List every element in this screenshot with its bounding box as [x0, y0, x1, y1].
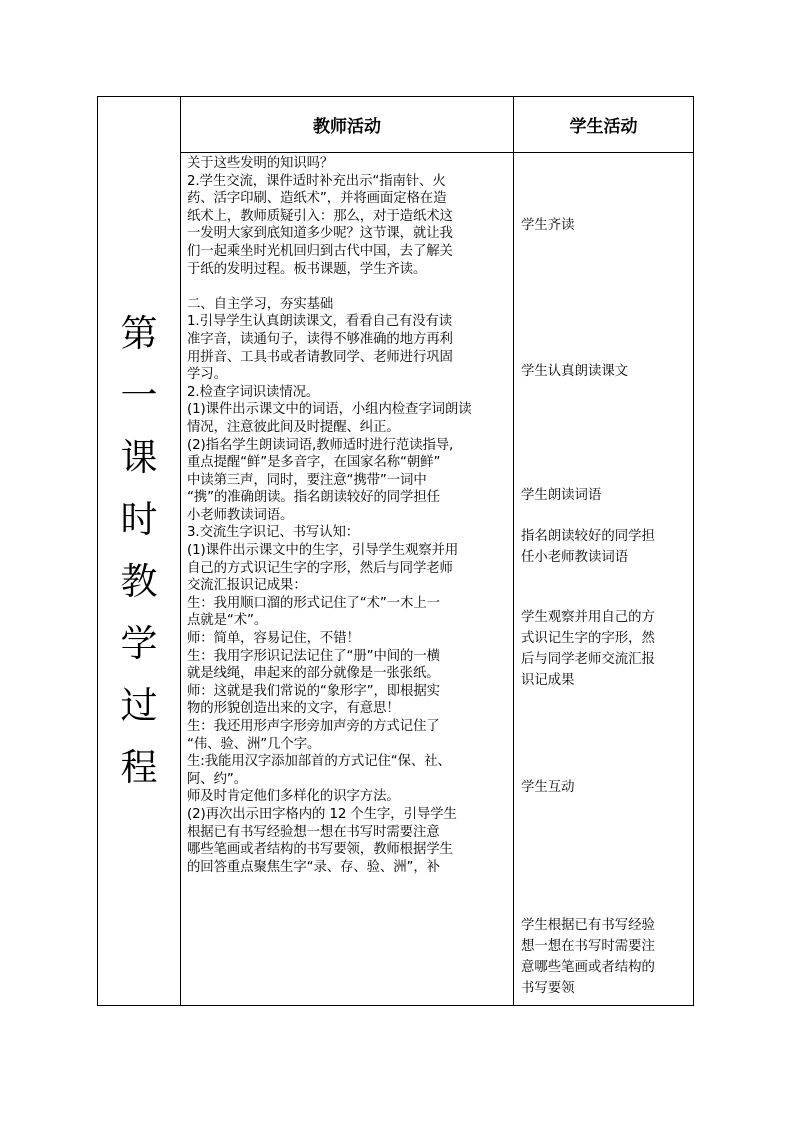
student-activity-block: [521, 915, 689, 999]
side-label-char: 教: [120, 560, 158, 603]
teacher-line: 用拼音、工具书或者请教同学、老师进行巩固: [187, 349, 453, 365]
teacher-line: 交流汇报识记成果：: [187, 578, 307, 594]
teacher-line: 生：我用字形识记法记住了“册”中间的一横: [187, 648, 440, 664]
side-label-char: 一: [120, 374, 158, 417]
teacher-line: 药、活字印刷、造纸术”，并将画面定格在造: [187, 191, 447, 207]
teacher-line: 3.交流生字识记、书写认知：: [187, 525, 360, 541]
student-line: 学生齐读: [521, 218, 575, 233]
teacher-line: 关于这些发明的知识吗？: [187, 156, 334, 171]
teacher-line: 师及时肯定他们多样化的识字方法。: [187, 789, 400, 805]
teacher-line: (2)再次出示田字格内的 12 个生字，引导学生: [187, 806, 457, 822]
column-divider-side: [180, 97, 181, 1005]
student-activity-block: [521, 607, 689, 691]
student-line: 学生根据已有书写经验: [521, 918, 655, 933]
teacher-line: 一发明大家到底知道多少呢？这节课，就让我: [187, 226, 453, 242]
teacher-line: 的回答重点聚焦生字“录、存、验、洲”，补: [187, 859, 440, 875]
student-line: 学生认真朗读课文: [521, 364, 629, 379]
student-line: 学生观察并用自己的方: [521, 610, 655, 625]
side-label-char: 第: [120, 312, 158, 355]
teacher-line: 中读第三声，同时，要注意“携带”一词中: [187, 472, 427, 488]
side-label-column: [98, 97, 180, 1005]
student-activity-block: [521, 526, 689, 568]
student-line: 学生朗读词语: [521, 488, 602, 503]
teacher-line: 纸术上，教师质疑引入：那么，对于造纸术这: [187, 208, 453, 224]
student-line: 指名朗读较好的同学担: [521, 529, 655, 544]
teacher-line: 小老师教读词语。: [187, 507, 294, 523]
teacher-line: (1)课件出示课文中的词语，小组内检查字词朗读: [187, 402, 472, 418]
teacher-line: 根据已有书写经验想一想在书写时需要注意: [187, 824, 440, 840]
teacher-activity-text: [187, 155, 507, 876]
student-activity-block: [521, 485, 689, 506]
student-activity-block: [521, 777, 689, 798]
teacher-line: 生:我能用汉字添加部首的方式记住“保、社、: [187, 754, 451, 770]
teacher-line: (1)课件出示课文中的生字，引导学生观察并用: [187, 543, 459, 559]
teacher-line: 准字音，读通句子，读得不够准确的地方再利: [187, 331, 453, 347]
teacher-line: 生：我还用形声字形旁加声旁的方式记住了: [187, 719, 440, 734]
teacher-line: 物的形貌创造出来的文字，有意思！: [187, 701, 400, 717]
teacher-line: “携”的准确朗读。指名朗读较好的同学担任: [187, 490, 440, 506]
teacher-line: 二、自主学习，夯实基础: [187, 296, 334, 312]
column-divider-middle: [513, 97, 514, 1005]
side-label-char: 程: [120, 746, 158, 789]
side-label-char: 学: [120, 622, 158, 665]
student-line: 式识记生字的字形，然: [521, 631, 655, 646]
teacher-line: 哪些笔画或者结构的书写要领，教师根据学生: [187, 842, 453, 858]
side-label-char: 时: [120, 498, 158, 541]
student-line: 想一想在书写时需要注: [521, 939, 655, 954]
side-label-char: 课: [120, 436, 158, 479]
teacher-line: 阿、约”。: [187, 771, 247, 787]
teacher-line: 们一起乘坐时光机回归到古代中国，去了解关: [187, 243, 453, 259]
teacher-activity-header: 教师活动: [313, 117, 381, 137]
teacher-line: 2.检查字词识读情况。: [187, 384, 320, 400]
teacher-line: 自己的方式识记生字的字形，然后与同学老师: [187, 560, 453, 576]
teacher-line: 于纸的发明过程。板书课题，学生齐读。: [187, 261, 427, 277]
teacher-line: 情况，注意彼此间及时提醒、纠正。: [187, 419, 400, 435]
student-line: 识记成果: [521, 673, 575, 688]
teacher-line: [187, 278, 507, 296]
student-line: 后与同学老师交流汇报: [521, 652, 655, 667]
teacher-line: 2.学生交流，课件适时补充出示“指南针、火: [187, 173, 446, 189]
teacher-line: 重点提醒“鲜”是多音字，在国家名称“朝鲜”: [187, 455, 441, 471]
teacher-line: “伟、验、洲”几个字。: [187, 736, 321, 752]
side-label-char: 过: [120, 684, 158, 727]
teacher-line: 就是线绳，串起来的部分就像是一张张纸。: [187, 666, 440, 682]
teacher-line: (2)指名学生朗读词语,教师适时进行范读指导,: [187, 437, 454, 453]
header-row-divider: [180, 152, 693, 153]
student-activity-block: [521, 361, 689, 382]
student-line: 意哪些笔画或者结构的: [521, 960, 655, 975]
student-line: 任小老师教读词语: [521, 550, 629, 565]
student-activity-header: 学生活动: [569, 117, 638, 137]
teacher-line: 点就是“术”。: [187, 613, 268, 629]
teacher-line: 1.引导学生认真朗读课文，看看自己有没有读: [187, 314, 453, 330]
teacher-line: 师：简单，容易记住，不错！: [187, 631, 360, 647]
student-line: 书写要领: [521, 981, 575, 996]
teacher-line: 学习。: [187, 367, 227, 383]
teacher-line: 生：我用顺口溜的形式记住了“术”一木上一: [187, 595, 440, 611]
student-line: 学生互动: [521, 780, 575, 795]
student-activity-block: [521, 215, 689, 236]
lesson-table: [97, 96, 694, 1006]
teacher-line: 师：这就是我们常说的“象形字”，即根据实: [187, 683, 440, 699]
